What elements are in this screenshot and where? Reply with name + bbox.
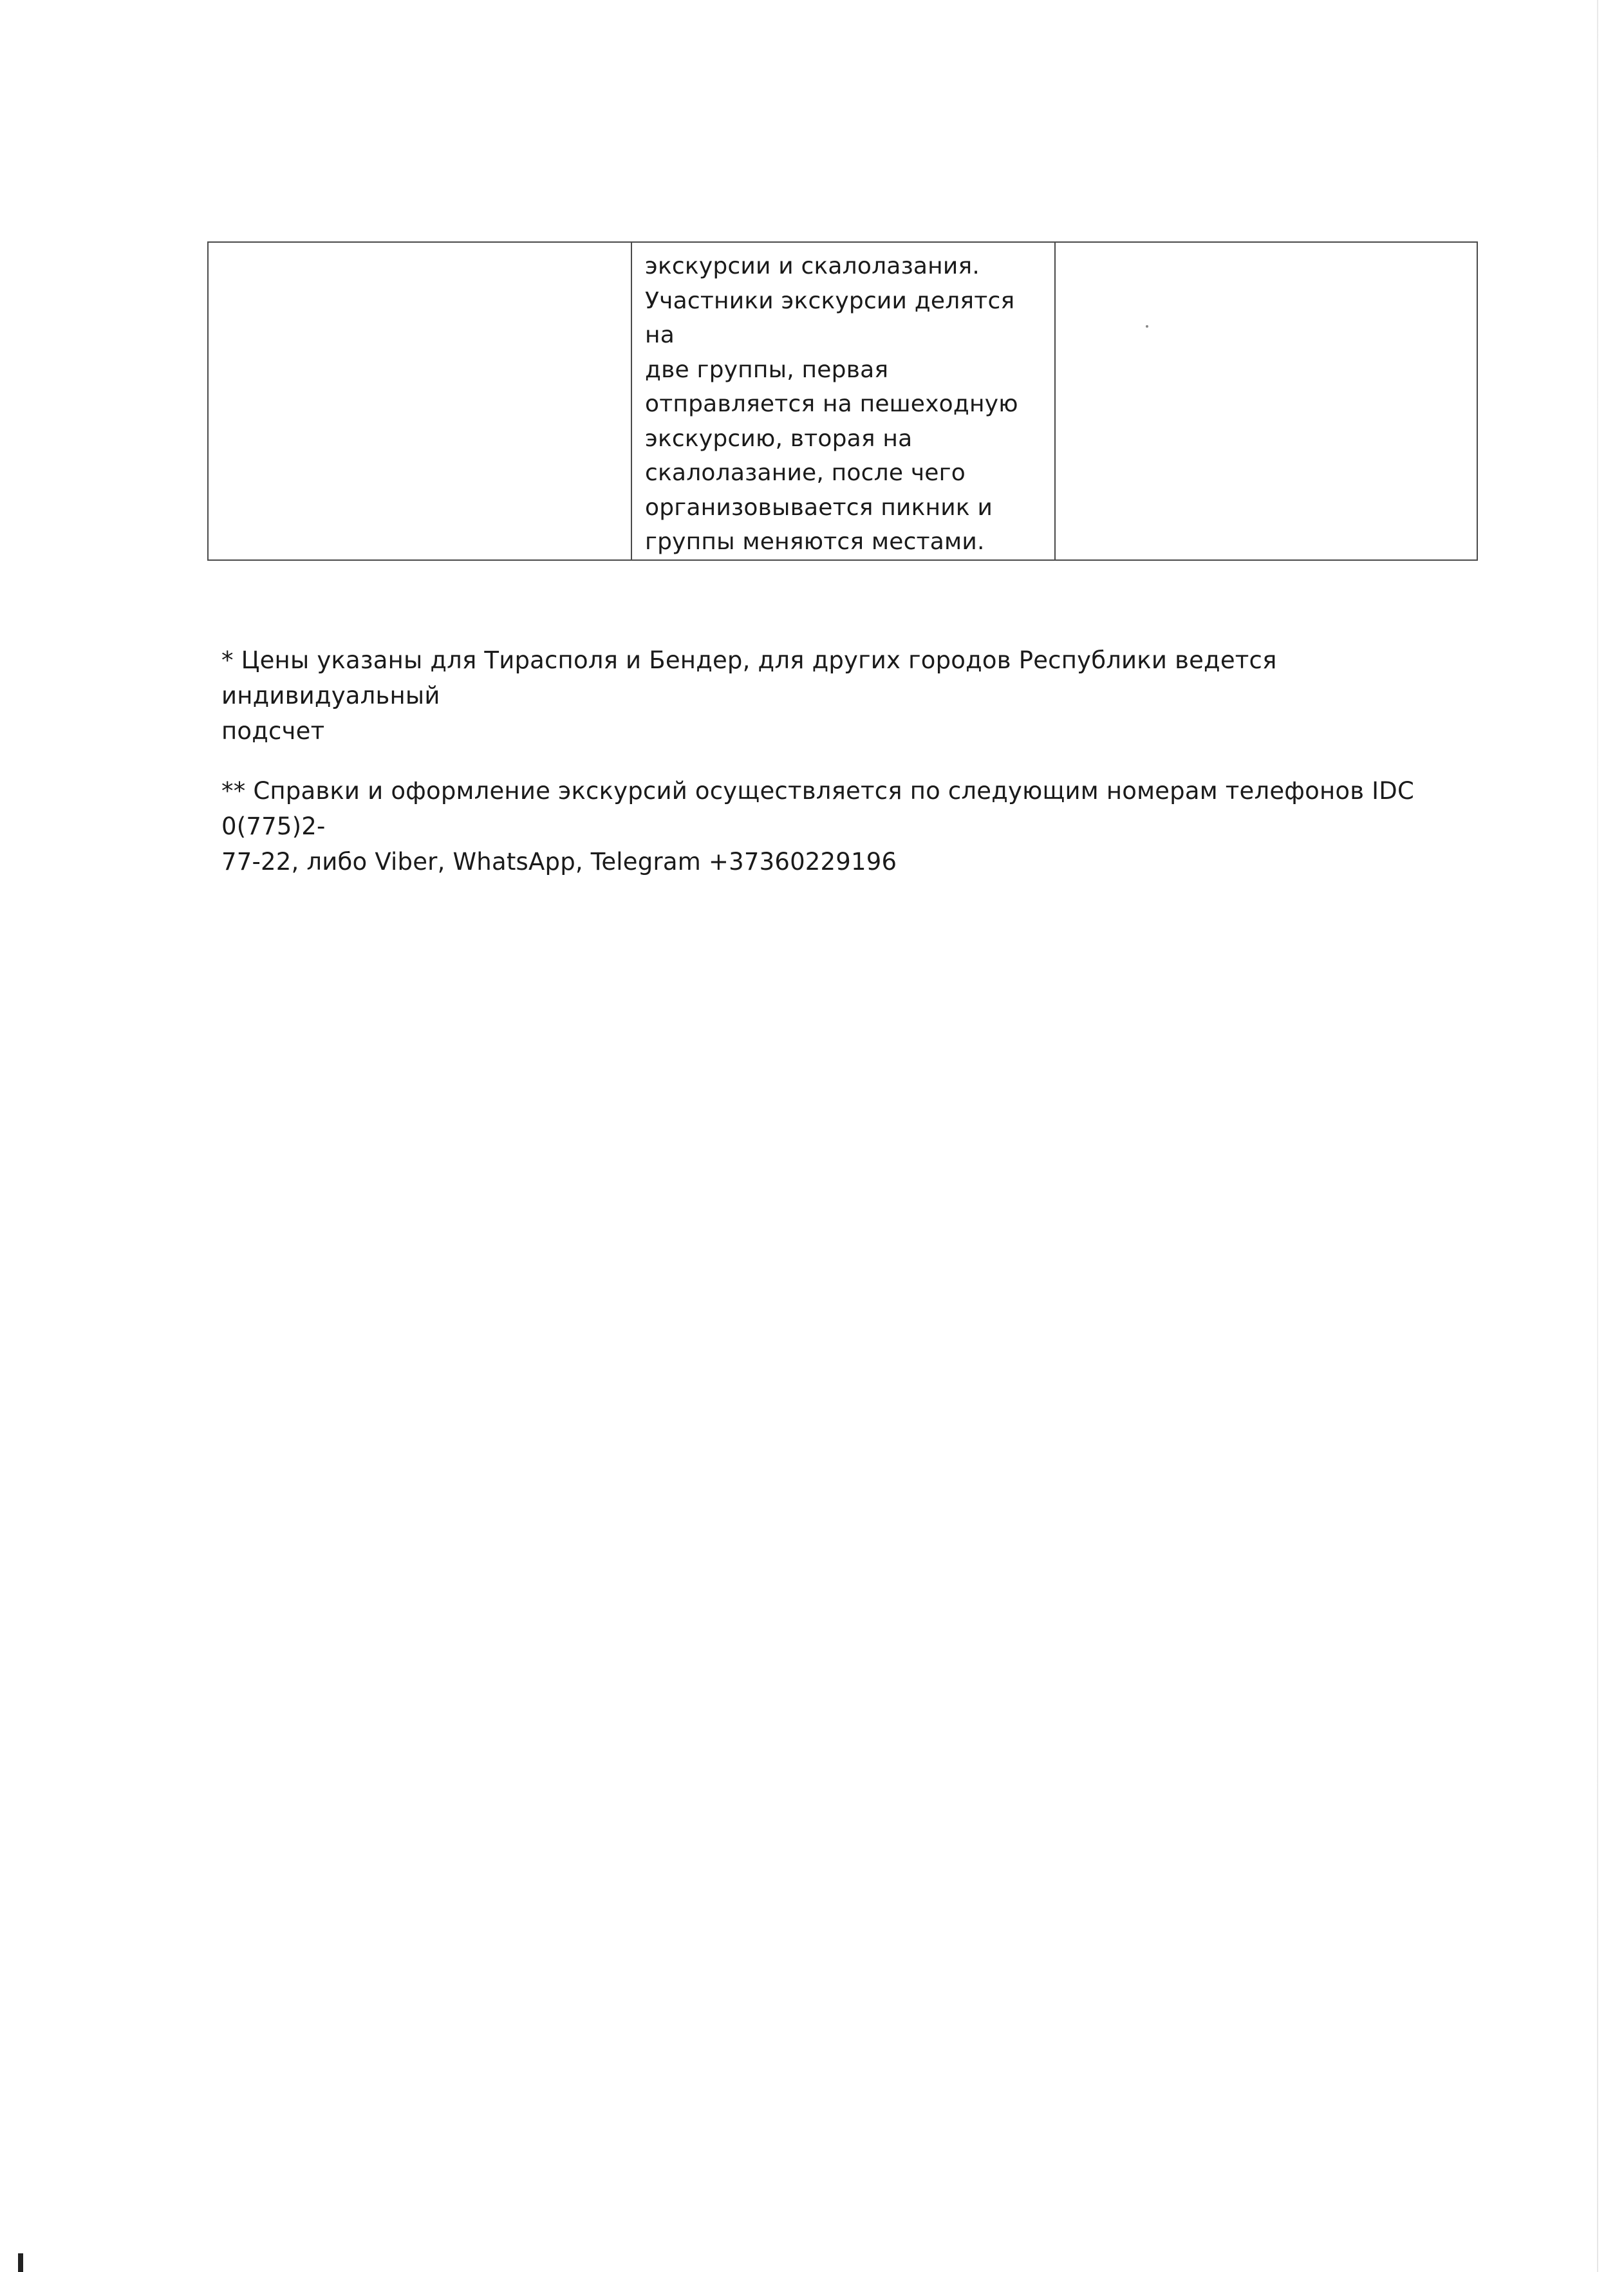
cell-text: экскурсии и скалолазания. Участники экскурсии делятся на две группы, первая отправляется на пешеходную экскурсию, вторая на скалолазание, после чего организовывается пикник и группы меняются местами. <box>645 253 1018 555</box>
table-cell-1 <box>208 242 631 560</box>
scan-mark <box>18 2253 23 2272</box>
prices-footnote: * Цены указаны для Тирасполя и Бендер, для других городов Республики ведется индивидуальный подсчет <box>221 646 1277 745</box>
table-cell-3 <box>1055 242 1477 560</box>
contacts-footnote: ** Справки и оформление экскурсий осуществляется по следующим номерам телефонов IDC 0(775)2- 77-22, либо Viber, WhatsApp, Telegram +37360229196 <box>221 777 1415 876</box>
cell-text <box>1056 243 1477 249</box>
scan-edge <box>1597 0 1598 2272</box>
excursion-table-fragment <box>207 241 1478 561</box>
table-cell-2 <box>631 242 1055 560</box>
footnotes <box>221 643 1477 879</box>
cell-text <box>209 243 631 249</box>
table-row <box>208 242 1477 560</box>
